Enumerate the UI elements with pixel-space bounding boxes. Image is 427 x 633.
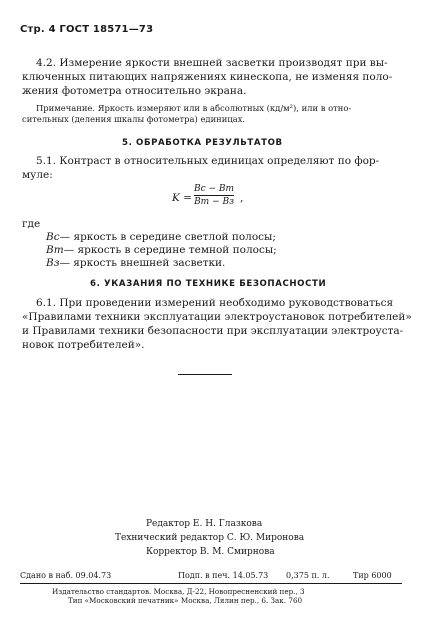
text-line: 4.2. Измерение яркости внешней засветки производят при вы- — [36, 57, 388, 69]
definition-row — [46, 231, 276, 244]
text-line: жения фотометра относительно экрана. — [22, 85, 247, 97]
definition-row — [46, 244, 277, 257]
footer-signed: Подп. в печ. 14.05.73 — [178, 571, 269, 580]
formula-denominator: Bт − Bз — [194, 197, 234, 207]
editor-line: Технический редактор С. Ю. Миронова — [115, 533, 305, 543]
definition-row — [46, 257, 225, 270]
definition-symbol: Bс — [46, 231, 60, 243]
formula-fraction — [194, 184, 234, 207]
text-line: 6.1. При проведении измерений необходимо руководствоваться — [36, 297, 394, 309]
page-header: Стр. 4 ГОСТ 18571—73 — [20, 24, 154, 35]
end-rule — [178, 374, 232, 375]
text-line: ключенных питающих напряжениях кинескопа, не изменяя поло- — [22, 71, 393, 83]
definition-text: — яркость в середине темной полосы; — [63, 244, 277, 256]
note-line: сительных (деления шкалы фотометра) единицах. — [22, 114, 246, 124]
definition-symbol: Bт — [46, 244, 64, 256]
imprint-line: Издательство стандартов. Москва, Д-22, Новопресненский пер., 3 — [52, 587, 305, 596]
formula-numerator: Bс − Bт — [194, 184, 235, 194]
section-6-title: 6. УКАЗАНИЯ ПО ТЕХНИКЕ БЕЗОПАСНОСТИ — [90, 279, 327, 289]
footer-sheets: 0,375 п. л. — [286, 571, 330, 580]
note-line: Примечание. Яркость измеряют или в абсолютных (кд/м²), или в отно- — [36, 103, 352, 113]
editor-line: Корректор В. М. Смирнова — [146, 547, 275, 557]
footer-submitted: Сдано в наб. 09.04.73 — [20, 571, 112, 580]
editor-line: Редактор Е. Н. Глазкова — [146, 519, 263, 529]
text-line: 5.1. Контраст в относительных единицах определяют по фор- — [36, 155, 380, 167]
footer-print-run: Тир 6000 — [353, 571, 392, 580]
formula-lhs: K = — [172, 192, 192, 204]
section-5-title: 5. ОБРАБОТКА РЕЗУЛЬТАТОВ — [122, 138, 283, 148]
footer-rule — [20, 583, 402, 584]
formula-tail: , — [240, 192, 244, 204]
where-label: где — [22, 218, 41, 230]
fraction-bar — [194, 195, 234, 196]
text-line: новок потребителей». — [22, 339, 145, 351]
definition-text: — яркость внешней засветки. — [59, 257, 226, 269]
definition-symbol: Bз — [46, 257, 60, 269]
text-line: «Правилами техники эксплуатации электроустановок потребителей» — [22, 311, 412, 323]
text-line: муле: — [22, 169, 53, 181]
text-line: и Правилами техники безопасности при эксплуатации электроуста- — [22, 325, 404, 337]
definition-text: — яркость в середине светлой полосы; — [59, 231, 276, 243]
imprint-line: Тип «Московский печатник» Москва, Лялин пер., 6. Зак. 760 — [68, 596, 303, 605]
